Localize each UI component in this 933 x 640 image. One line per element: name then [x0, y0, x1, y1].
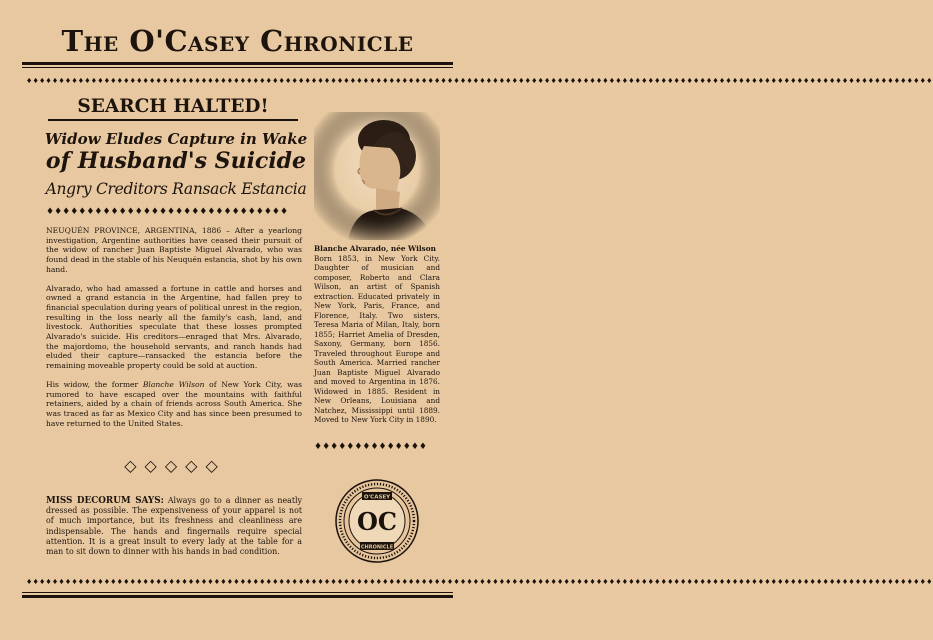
- miss-decorum-text: Always go to a dinner as neatly dressed as possible. The expensiveness of your apparel is not of much importance, but its freshness and cleanliness are indispensable. The hands and fingernails require special attention. It is a great insult to every lady at the table for a man to sit down to dinner with his hands in bad condition.: [46, 496, 303, 557]
- seal-bottom-text: CHRONICLE: [360, 544, 394, 551]
- article-paragraph-3: His widow, the former Blanche Wilson of New York City, was rumored to have escaped over the mountains with faithful retainers, aided by a chain of friends across South America. She was traced as far as Mexico City and has since been presumed to have returned to the United States.: [46, 379, 302, 428]
- seal-monogram: OC: [356, 507, 398, 536]
- sidebar-bio: [314, 244, 440, 425]
- headline-deck: Angry Creditors Ransack Estancia: [45, 180, 307, 198]
- sidebar-bio-name: Blanche Alvarado, née Wilson: [314, 244, 436, 253]
- headline-diamond-divider: ♦♦♦♦♦♦♦♦♦♦♦♦♦♦♦♦♦♦♦♦♦♦♦♦♦♦♦♦♦♦: [46, 207, 289, 217]
- open-diamond-ornament: ◇◇◇◇◇: [124, 456, 226, 475]
- masthead-dotted-rule: ♦♦♦♦♦♦♦♦♦♦♦♦♦♦♦♦♦♦♦♦♦♦♦♦♦♦♦♦♦♦♦♦♦♦♦♦♦♦♦♦♦♦♦♦♦♦♦♦♦♦♦♦♦♦♦♦♦♦♦♦♦♦♦♦♦♦♦♦♦♦♦♦♦♦♦♦♦♦♦♦♦♦♦♦♦♦♦♦♦♦♦♦♦♦♦♦♦♦♦♦♦♦♦♦♦♦♦♦♦♦♦♦♦♦♦♦♦♦♦♦♦♦♦♦♦♦♦♦♦♦♦♦♦♦♦♦♦♦♦♦: [26, 77, 933, 85]
- article-paragraph-2: Alvarado, who had amassed a fortune in cattle and horses and owned a grand estancia in the Argentine, had fallen prey to financial speculation during years of political unrest in the region, resulting in the loss nearly all the family's cash, land, and livestock. Authorities speculate that these losses prompted Alvarado's suicide. His creditors—enraged that Mrs. Alvarado, the majordomo, the household servants, and ranch hands had eluded their capture—ransacked the estancia before the remaining moveable property could be sold at auction.: [46, 283, 302, 371]
- headline-underline: [48, 119, 298, 121]
- miss-decorum-lead: MISS DECORUM SAYS:: [46, 496, 164, 506]
- footer-rule-thick: [22, 595, 453, 598]
- masthead-rule-thin: [22, 67, 453, 68]
- headline-main: SEARCH HALTED!: [77, 96, 269, 117]
- footer-rule-thin: [22, 592, 453, 593]
- headline-sub-line2: of Husband's Suicide: [45, 148, 307, 174]
- portrait-woman-profile-image: [314, 112, 440, 240]
- chronicle-seal-icon: [334, 478, 420, 564]
- masthead-title: The O'Casey Chronicle: [61, 24, 414, 58]
- article-body: [46, 226, 302, 428]
- seal-top-text: O'CASEY: [363, 494, 391, 501]
- sidebar-bio-text: Born 1853, in New York City. Daughter of musician and composer, Roberto and Clara Wilson, an artist of Spanish extraction. Educated privately in New York, Paris, France, and Florence, Italy. Two sisters, Teresa Maria of Milan, Italy, born 1855; Harriet Amelia of Dresden, Saxony, Germany, born 1856. Traveled throughout Europe and South America. Married rancher Juan Baptiste Miguel Alvarado and moved to Argentina in 1876. Widowed in 1885. Resident in New Orleans, Louisiana and Natchez, Mississippi until 1889. Moved to New York City in 1890.: [314, 253, 440, 424]
- sidebar-diamond-divider: ♦♦♦♦♦♦♦♦♦♦♦♦♦♦: [314, 442, 427, 452]
- chronicle-seal: [334, 478, 420, 564]
- portrait-photo: [314, 112, 440, 240]
- masthead-rule-thick: [22, 62, 453, 65]
- headline-sub-line1: Widow Eludes Capture in Wake: [44, 130, 308, 148]
- footer-dotted-rule: ♦♦♦♦♦♦♦♦♦♦♦♦♦♦♦♦♦♦♦♦♦♦♦♦♦♦♦♦♦♦♦♦♦♦♦♦♦♦♦♦♦♦♦♦♦♦♦♦♦♦♦♦♦♦♦♦♦♦♦♦♦♦♦♦♦♦♦♦♦♦♦♦♦♦♦♦♦♦♦♦♦♦♦♦♦♦♦♦♦♦♦♦♦♦♦♦♦♦♦♦♦♦♦♦♦♦♦♦♦♦♦♦♦♦♦♦♦♦♦♦♦♦♦♦♦♦♦♦♦♦♦♦♦♦♦♦♦♦♦♦: [26, 578, 933, 586]
- article-paragraph-1: NEUQUÉN PROVINCE, ARGENTINA, 1886 – After a yearlong investigation, Argentine authorities have ceased their pursuit of the widow of rancher Juan Baptiste Miguel Alvarado, who was found dead in the stable of his Neuquén estancia, shot by his own hand.: [46, 226, 302, 274]
- miss-decorum-column: [46, 496, 302, 557]
